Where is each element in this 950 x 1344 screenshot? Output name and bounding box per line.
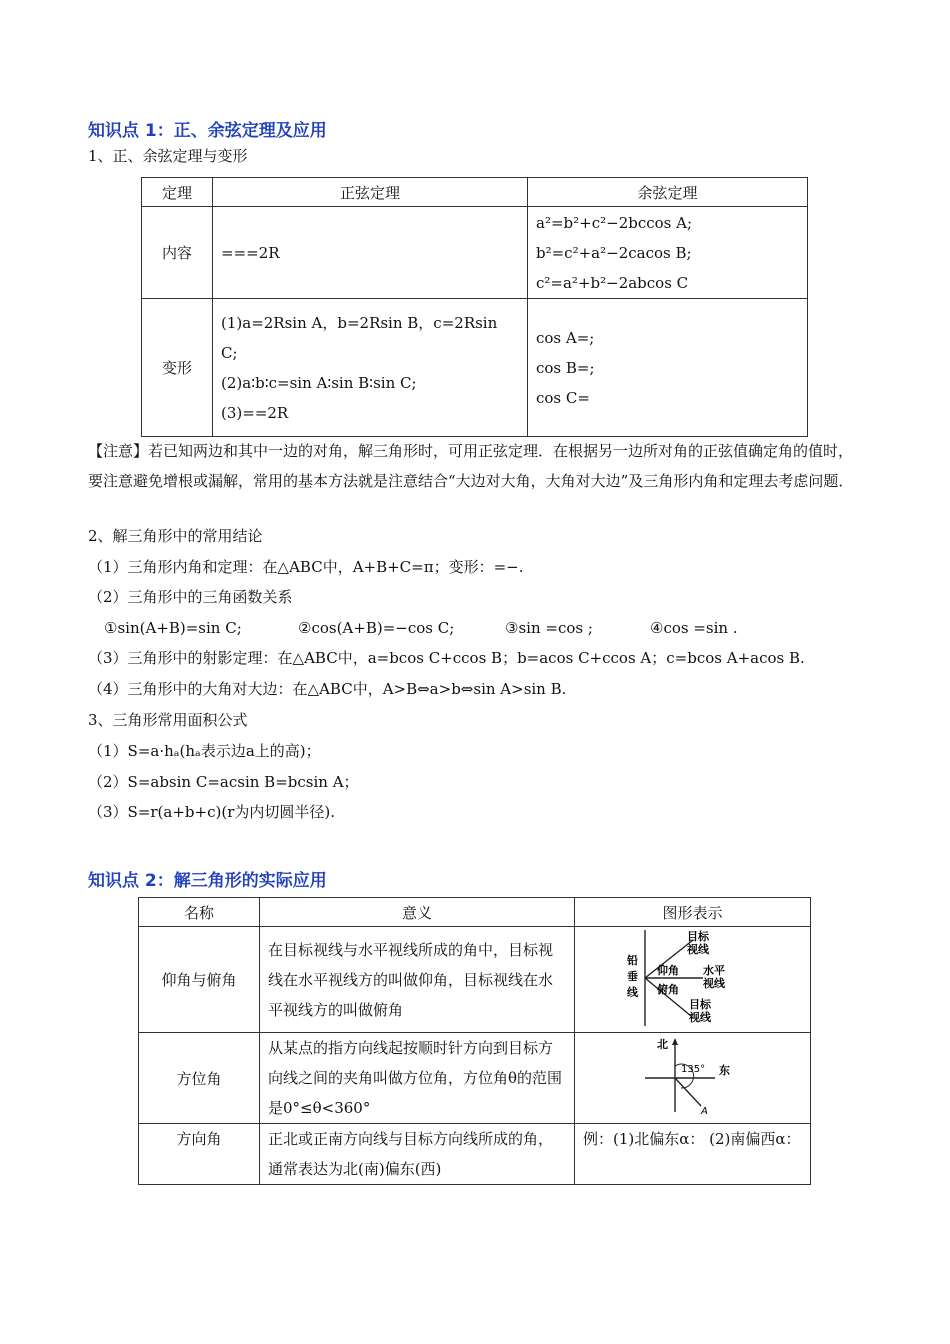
label-point-a: A (700, 1106, 708, 1116)
azimuth-figure (575, 1033, 811, 1124)
label-vertical-1: 铅 (626, 953, 638, 967)
header-theorem: 定理 (142, 178, 213, 207)
sine-transform (213, 299, 528, 437)
label-elevation: 仰角 (656, 963, 679, 977)
conclusion-1: （1）三角形内角和定理：在△ABC中，A+B+C=π；变形：=−. (88, 558, 524, 576)
conclusion-4: （4）三角形中的大角对大边：在△ABC中，A>B⇔a>b⇔sin A>sin B. (88, 680, 567, 698)
direction-figure: 例：(1)北偏东α： (2)南偏西α： (575, 1124, 811, 1185)
trig-relation-item: ③sin =cos ; (505, 619, 593, 637)
conclusion-2: （2）三角形中的三角函数关系 (88, 588, 293, 606)
section2-title: 知识点 2：解三角形的实际应用 (88, 871, 327, 891)
header-cosine: 余弦定理 (528, 178, 808, 207)
row-meaning: 在目标视线与水平视线所成的角中，目标视线在水平视线方的叫做仰角，目标视线在水平视线方的叫做俯角 (260, 927, 575, 1033)
label-target-2b: 视线 (688, 1010, 711, 1024)
row-transform-label: 变形 (142, 299, 213, 437)
conclusion-3: （3）三角形中的射影定理：在△ABC中，a=bcos C+ccos B；b=acos C+ccos A；c=bcos A+acos B. (88, 649, 805, 667)
label-horizontal-b: 视线 (702, 976, 725, 990)
subheading-2: 2、解三角形中的常用结论 (88, 527, 263, 545)
note-paragraph: 【注意】若已知两边和其中一边的对角，解三角形时，可用正弦定理．在根据另一边所对角的正弦值确定角的值时，要注意避免增根或漏解，常用的基本方法就是注意结合“大边对大角，大角对大边”及三角形内角和定理去考虑问题． (88, 442, 854, 490)
label-target-1a: 目标 (686, 929, 709, 943)
cosine-transform (528, 299, 808, 437)
sine-transform-line: (3)==2R (221, 403, 289, 422)
header-name: 名称 (139, 898, 260, 927)
theorem-table (141, 177, 808, 437)
sine-transform-line: (2)a∶b∶c=sin A∶sin B∶sin C; (221, 373, 417, 392)
row-content-label: 内容 (142, 207, 213, 299)
cosine-transform-line: cos B=; (536, 358, 595, 377)
label-north: 北 (656, 1038, 668, 1051)
cosine-transform-line: cos A=; (536, 328, 595, 347)
sine-content: ===2R (213, 207, 528, 299)
sine-transform-line: C; (221, 343, 238, 362)
sine-transform-line: (1)a=2Rsin A，b=2Rsin B，c=2Rsin (221, 313, 498, 332)
label-depression: 俯角 (656, 982, 679, 996)
cosine-content (528, 207, 808, 299)
header-sine: 正弦定理 (213, 178, 528, 207)
label-target-1b: 视线 (686, 942, 709, 956)
cosine-content-line: c²=a²+b²−2abcos C (536, 273, 689, 292)
label-horizontal-a: 水平 (702, 963, 725, 977)
trig-relation-item: ④cos =sin . (650, 619, 738, 637)
section1-title: 知识点 1：正、余弦定理及应用 (88, 121, 327, 141)
area-formula-3: （3）S=r(a+b+c)(r为内切圆半径). (88, 803, 335, 821)
trig-relation-item: ②cos(A+B)=−cos C; (298, 619, 455, 637)
label-east: 东 (718, 1064, 730, 1077)
label-angle: 135° (680, 1064, 705, 1075)
area-formula-1: （1）S=a·hₐ(hₐ表示边a上的高)； (88, 742, 321, 760)
row-meaning: 正北或正南方向线与目标方向线所成的角，通常表达为北(南)偏东(西) (260, 1124, 575, 1185)
trig-relation-item: ①sin(A+B)=sin C; (104, 619, 242, 637)
row-meaning: 从某点的指方向线起按顺时针方向到目标方向线之间的夹角叫做方位角，方位角θ的范围是0°≤θ<360° (260, 1033, 575, 1124)
area-formula-2: （2）S=absin C=acsin B=bcsin A； (88, 773, 359, 791)
azimuth-diagram (643, 1036, 743, 1116)
elevation-figure (575, 927, 811, 1033)
label-target-2a: 目标 (688, 997, 711, 1011)
row-name: 仰角与俯角 (139, 927, 260, 1033)
cosine-content-line: b²=c²+a²−2cacos B; (536, 243, 692, 262)
cosine-transform-line: cos C= (536, 388, 590, 407)
cosine-content-line: a²=b²+c²−2bccos A; (536, 213, 693, 232)
application-table (138, 897, 811, 1185)
header-figure: 图形表示 (575, 898, 811, 927)
row-name: 方向角 (139, 1124, 260, 1185)
row-name: 方位角 (139, 1033, 260, 1124)
label-vertical-3: 线 (626, 985, 638, 999)
subheading-1: 1、正、余弦定理与变形 (88, 147, 248, 165)
elevation-diagram (623, 928, 763, 1028)
header-meaning: 意义 (260, 898, 575, 927)
label-vertical-2: 垂 (626, 969, 638, 983)
subheading-3: 3、三角形常用面积公式 (88, 711, 248, 729)
